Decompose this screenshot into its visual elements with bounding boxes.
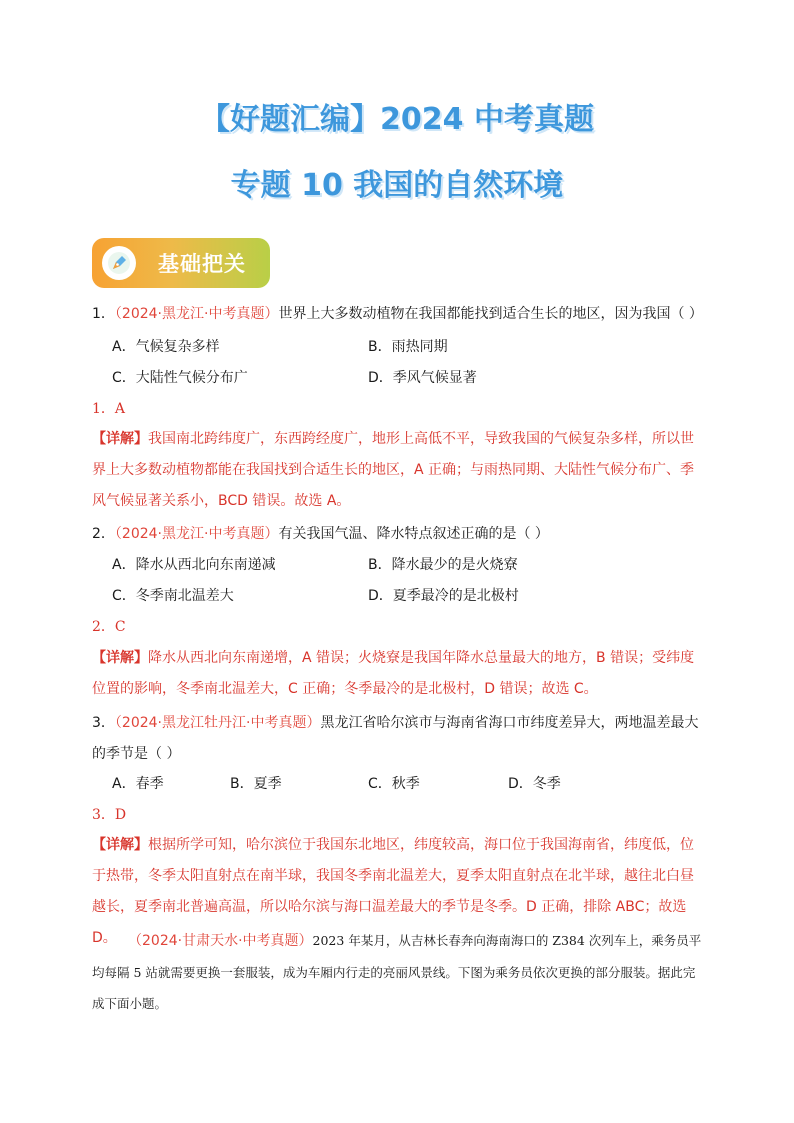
section-badge-label: 基础把关 — [158, 252, 246, 276]
detail-tag: 【详解】 — [92, 837, 148, 853]
option-c: C．冬季南北温差大 — [112, 588, 234, 604]
question-number: 1． — [92, 306, 115, 322]
question-stem: 有关我国气温、降水特点叙述正确的是（ ） — [278, 526, 549, 542]
question-3 — [92, 708, 704, 770]
question-1 — [92, 304, 703, 324]
option-c: C．秋季 — [368, 776, 420, 792]
intro-text: 2023 年某月，从吉林长春奔向海南海口的 Z384 次列车上，乘务员平均每隔 5 站就需要更换一套服装，成为车厢内行走的亮丽风景线。下图为乘务员依次更换的部分服装。据此完成下面小题。 — [92, 933, 702, 1011]
answer: 3．D — [92, 807, 127, 823]
answer: 2．C — [92, 619, 126, 635]
question-source: （2024·黑龙江·中考真题） — [114, 306, 279, 322]
option-d: D．冬季 — [508, 776, 561, 792]
option-b: B．雨热同期 — [368, 339, 448, 355]
detail-tag: 【详解】 — [92, 431, 148, 447]
option-b: B．降水最少的是火烧寮 — [368, 557, 518, 573]
detail-text: 根据所学可知，哈尔滨位于我国东北地区，纬度较高，海口位于我国海南省，纬度低，位于热带，冬季太阳直射点在南半球，我国冬季南北温差大，夏季太阳直射点在北半球，越往北白昼越长，夏季南北普遍高温，所以哈尔滨与海口温差最大的季节是冬季。D 正确，排除 ABC；故选 D。 — [92, 837, 694, 946]
detail-tag: 【详解】 — [92, 650, 148, 666]
detail-text: 降水从西北向东南递增，A 错误；火烧寮是我国年降水总量最大的地方，B 错误；受纬度位置的影响，冬季南北温差大，C 正确；冬季最冷的是北极村，D 错误；故选 C。 — [92, 650, 695, 697]
page-subtitle: 专题 10 我国的自然环境 — [230, 168, 564, 203]
question-number: 2． — [92, 526, 115, 542]
detail-text: 我国南北跨纬度广，东西跨经度广，地形上高低不平，导致我国的气候复杂多样，所以世界上大多数动植物都能在我国找到合适生长的地区，A 正确；与雨热同期、大陆性气候分布广、季风气候显著关系小，BCD 错误。故选 A。 — [92, 431, 695, 509]
question-stem: 黑龙江省哈尔滨市与海南省海口市纬度差异大，两地温差最大的季节是（ ） — [92, 715, 699, 762]
section-badge — [92, 238, 270, 288]
question-source: （2024·甘肃天水·中考真题） — [128, 933, 313, 949]
option-a: A．气候复杂多样 — [112, 339, 220, 355]
pen-nib-icon — [102, 246, 136, 280]
question-2 — [92, 524, 549, 544]
question-stem: 世界上大多数动植物在我国都能找到适合生长的地区，因为我国（ ） — [278, 306, 703, 322]
explanation — [92, 643, 704, 705]
question-source: （2024·黑龙江·中考真题） — [114, 526, 279, 542]
option-c: C．大陆性气候分布广 — [112, 370, 248, 386]
explanation — [92, 424, 704, 517]
option-d: D．夏季最冷的是北极村 — [368, 588, 519, 604]
option-a: A．春季 — [112, 776, 164, 792]
answer: 1．A — [92, 401, 126, 417]
option-d: D．季风气候显著 — [368, 370, 477, 386]
question-number: 3． — [92, 715, 115, 731]
question-source: （2024·黑龙江牡丹江·中考真题） — [114, 715, 321, 731]
option-a: A．降水从西北向东南递减 — [112, 557, 276, 573]
question-4-intro — [92, 925, 704, 1019]
page-title: 【好题汇编】2024 中考真题 — [200, 102, 594, 137]
option-b: B．夏季 — [230, 776, 282, 792]
